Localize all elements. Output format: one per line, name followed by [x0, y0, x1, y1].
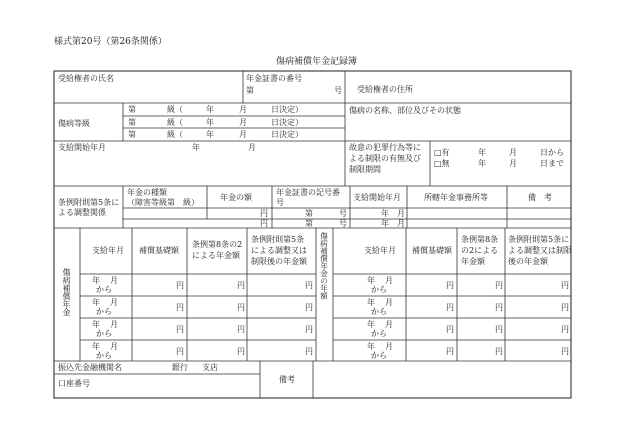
branch-suffix: 支店 — [202, 363, 218, 372]
grade-dai: 第 — [128, 105, 136, 114]
row-year: 年 — [367, 276, 375, 285]
start-year: 年 — [192, 143, 200, 152]
adjust-year: 年 — [381, 219, 389, 228]
restriction-until-year: 年 — [478, 159, 486, 168]
bank-suffix: 銀行 — [172, 363, 188, 372]
row-from: から — [371, 307, 387, 316]
adjust-go: 号 — [339, 209, 347, 218]
row-year: 年 — [92, 276, 100, 285]
grade-decision: 日決定） — [271, 105, 303, 114]
col-art5-right-3: 後の年金額 — [508, 257, 548, 266]
restriction-from-year: 年 — [478, 148, 486, 157]
adjust-year: 年 — [381, 209, 389, 218]
start-label: 支給開始年月 — [58, 143, 106, 152]
adjust-dai: 第 — [305, 219, 313, 228]
restriction-from-month: 月 — [509, 148, 517, 157]
row-yen: 円 — [237, 281, 245, 290]
start-month: 月 — [248, 143, 256, 152]
adjust-col-start: 支給開始年月 — [353, 193, 401, 202]
row-month: 月 — [385, 298, 393, 307]
recipient-address-label: 受給権者の住所 — [357, 85, 413, 94]
restriction-until: 日まで — [540, 159, 564, 168]
row-month: 月 — [385, 320, 393, 329]
col-base-left: 補償基礎額 — [139, 246, 179, 255]
restriction-from: 日から — [540, 148, 564, 157]
grade-month: 月 — [239, 118, 247, 127]
adjust-label-1: 条例附則第5条に — [58, 198, 120, 207]
form-number: 様式第20号（第26条関係） — [54, 37, 167, 47]
row-from: から — [96, 285, 112, 294]
row-yen: 円 — [176, 281, 184, 290]
grade-month: 月 — [239, 105, 247, 114]
col-start-right: 支給年月 — [364, 246, 396, 255]
row-year: 年 — [92, 342, 100, 351]
row-yen: 円 — [237, 347, 245, 356]
row-yen: 円 — [446, 303, 454, 312]
col-art5-left-3: 制限後の年金額 — [251, 257, 307, 266]
row-yen: 円 — [176, 347, 184, 356]
col-art8-right-2: の2による — [461, 246, 499, 255]
row-yen: 円 — [446, 325, 454, 334]
row-from: から — [371, 351, 387, 360]
restriction-label-1: 故意の犯罪行為等に — [349, 143, 421, 152]
remarks-label: 備考 — [279, 375, 295, 384]
restriction-until-month: 月 — [509, 159, 517, 168]
row-yen: 円 — [495, 347, 503, 356]
row-from: から — [96, 307, 112, 316]
row-yen: 円 — [305, 347, 313, 356]
row-yen: 円 — [446, 347, 454, 356]
row-month: 月 — [110, 276, 118, 285]
certificate-number-label: 年金証書の番号 — [246, 74, 302, 83]
col-art5-right-1: 条例附則第5条に — [508, 235, 570, 244]
row-year: 年 — [367, 298, 375, 307]
row-year: 年 — [367, 342, 375, 351]
row-year: 年 — [92, 320, 100, 329]
adjust-col-office: 所轄年金事務所等 — [424, 193, 488, 202]
adjust-label-2: よる調整関係 — [58, 208, 106, 217]
row-yen: 円 — [561, 281, 569, 290]
col-start-left: 支給年月 — [92, 246, 124, 255]
row-yen: 円 — [495, 281, 503, 290]
row-month: 月 — [110, 298, 118, 307]
restriction-label-2: よる制限の有無及び — [349, 154, 421, 163]
grade-kyu: 級（ — [167, 130, 183, 139]
col-art8-right-1: 条例第8条 — [461, 235, 499, 244]
col-art8-right-3: 年金額 — [461, 257, 485, 266]
recipient-name-label: 受給権者の氏名 — [58, 74, 114, 83]
adjust-yen: 円 — [260, 209, 268, 218]
grade-year: 年 — [206, 105, 214, 114]
adjust-col-cert-2: 号 — [276, 198, 284, 207]
col-art8-left-2: による年金額 — [192, 251, 240, 260]
row-year: 年 — [367, 320, 375, 329]
row-from: から — [371, 329, 387, 338]
adjust-month: 月 — [397, 209, 405, 218]
row-from: から — [371, 285, 387, 294]
grade-month: 月 — [239, 130, 247, 139]
certificate-dai: 第 — [246, 86, 254, 95]
row-yen: 円 — [237, 325, 245, 334]
adjust-go: 号 — [339, 219, 347, 228]
grade-dai: 第 — [128, 118, 136, 127]
row-yen: 円 — [561, 347, 569, 356]
restriction-label-3: 制限期間 — [349, 165, 381, 174]
adjust-month: 月 — [397, 219, 405, 228]
form-title: 傷病補償年金記録簿 — [276, 57, 358, 67]
account-label: 口座番号 — [58, 379, 90, 388]
grade-dai: 第 — [128, 130, 136, 139]
col-art8-left-1: 条例第8条の2 — [192, 240, 243, 249]
adjust-dai: 第 — [305, 209, 313, 218]
row-yen: 円 — [446, 281, 454, 290]
row-yen: 円 — [176, 325, 184, 334]
grade-kyu: 級（ — [167, 118, 183, 127]
row-yen: 円 — [561, 325, 569, 334]
grade-kyu: 級（ — [167, 105, 183, 114]
row-yen: 円 — [305, 303, 313, 312]
adjust-col-kind-2: （障害等級第 級） — [127, 198, 199, 207]
adjust-col-amount: 年金の額 — [220, 193, 252, 202]
col-art5-left-2: による調整又は — [251, 246, 307, 255]
certificate-go: 号 — [334, 86, 342, 95]
row-yen: 円 — [495, 325, 503, 334]
adjust-col-cert-1: 年金証書の記号番 — [276, 188, 340, 197]
row-from: から — [96, 329, 112, 338]
injury-label: 傷病の名称、部位及びその状態 — [349, 106, 461, 115]
row-yen: 円 — [176, 303, 184, 312]
row-month: 月 — [110, 320, 118, 329]
row-year: 年 — [92, 298, 100, 307]
row-yen: 円 — [305, 281, 313, 290]
restriction-no-checkbox[interactable]: □無 — [434, 159, 450, 168]
bank-label: 振込先金融機関名 — [58, 363, 122, 372]
grade-decision: 日決定） — [271, 130, 303, 139]
col-art5-left-1: 条例附則第5条 — [251, 235, 305, 244]
pension-side-label-2: 傷病補償年金の年額 — [319, 232, 329, 300]
col-art5-right-2: よる調整又は制限 — [508, 246, 572, 255]
restriction-yes-checkbox[interactable]: □有 — [434, 148, 450, 157]
row-yen: 円 — [495, 303, 503, 312]
adjust-col-kind-1: 年金の種類 — [127, 188, 167, 197]
row-from: から — [96, 351, 112, 360]
grade-label: 傷病等級 — [58, 119, 90, 128]
row-month: 月 — [385, 342, 393, 351]
row-month: 月 — [385, 276, 393, 285]
row-month: 月 — [110, 342, 118, 351]
row-yen: 円 — [561, 303, 569, 312]
adjust-col-note: 備 考 — [528, 193, 552, 202]
col-base-right: 補償基礎額 — [412, 246, 452, 255]
row-yen: 円 — [237, 303, 245, 312]
grade-decision: 日決定） — [271, 118, 303, 127]
pension-side-label: 傷病補償年金 — [62, 268, 71, 316]
grade-year: 年 — [206, 130, 214, 139]
adjust-yen: 円 — [260, 219, 268, 228]
grade-year: 年 — [206, 118, 214, 127]
row-yen: 円 — [305, 325, 313, 334]
